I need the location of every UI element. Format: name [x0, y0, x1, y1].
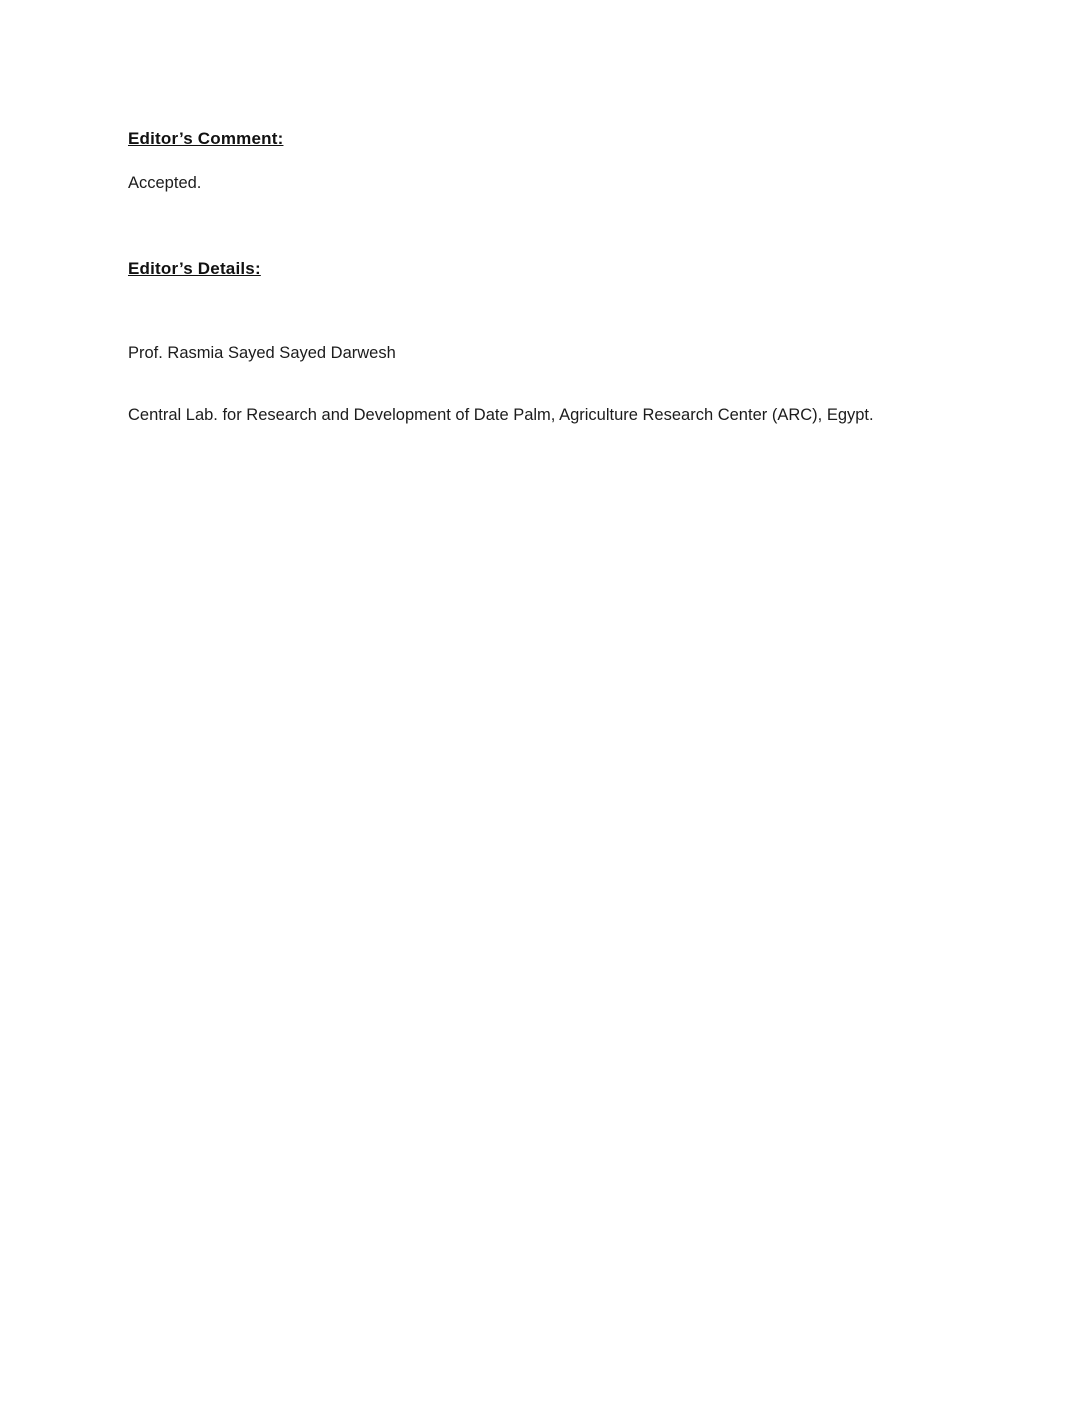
- editors-comment-heading: Editor’s Comment:: [128, 129, 284, 148]
- editors-comment-body: Accepted.: [128, 174, 202, 192]
- editor-affiliation-line: Central Lab. for Research and Development of Date Palm, Agriculture Research Center (ARC), Egypt.: [128, 405, 874, 424]
- editors-details-block: [128, 302, 874, 466]
- editors-details-heading: Editor’s Details:: [128, 259, 261, 278]
- editor-name-line: Prof. Rasmia Sayed Sayed Darwesh: [128, 344, 396, 362]
